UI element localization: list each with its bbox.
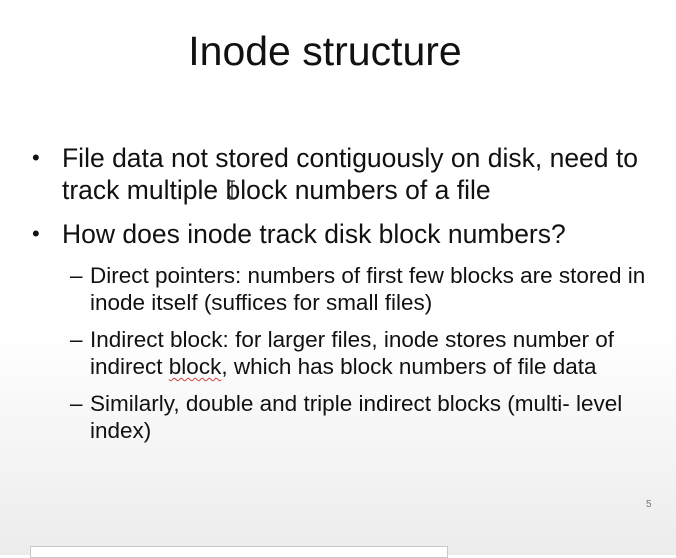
sub-bullet-item — [32, 326, 662, 380]
bullet-icon: • — [32, 221, 40, 246]
page-number: 5 — [646, 499, 652, 510]
sub-bullet-text: Direct pointers: numbers of first few blocks are stored in inode itself (suffices for small files) — [90, 263, 646, 315]
sub-bullet-text-start: Indirect block: for larger files, inode stores number of indirect — [90, 327, 614, 379]
dash-icon: – — [70, 327, 83, 352]
bullet-text: How does inode track disk block numbers? — [62, 219, 566, 249]
bullet-item — [32, 142, 662, 206]
spellcheck-underlined-word: block — [168, 354, 222, 379]
bullet-icon: • — [32, 145, 40, 170]
sub-bullet-text: Similarly, double and triple indirect blocks (multi- level index) — [90, 391, 623, 443]
sub-bullet-text-end: , which has block numbers of file data — [221, 354, 597, 379]
slide-title: Inode structure — [188, 28, 462, 74]
bullet-list — [32, 142, 662, 454]
bullet-item — [32, 218, 662, 250]
text-cursor-icon — [228, 180, 236, 200]
dash-icon: – — [70, 263, 83, 288]
sub-bullet-item — [32, 390, 662, 444]
dash-icon: – — [70, 391, 83, 416]
sub-bullet-item — [32, 262, 662, 316]
bottom-frame — [30, 546, 448, 558]
bullet-text: File data not stored contiguously on disk, need to track multiple block numbers of a file — [62, 143, 638, 205]
